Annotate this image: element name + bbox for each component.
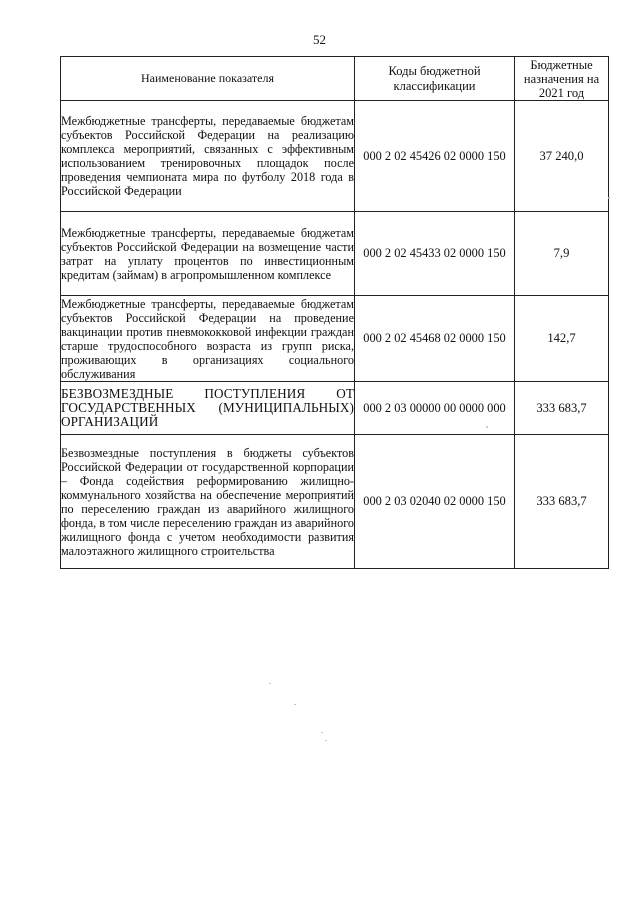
budget-code-cell: 000 2 02 45433 02 0000 150 [355, 212, 515, 296]
budget-code-cell: 000 2 03 00000 00 0000 000 [355, 382, 515, 435]
scan-speck [325, 740, 327, 741]
indicator-name-cell: Межбюджетные трансферты, передаваемые бюджетам субъектов Российской Федерации на возмещение части затрат на уплату процентов по инвестиционным кредитам (займам) в агропромышленном комплексе [61, 212, 355, 296]
scan-speck [608, 197, 610, 199]
table-row [61, 296, 609, 382]
table-header-row [61, 57, 609, 101]
amount-cell: 333 683,7 [515, 382, 609, 435]
amount-cell: 142,7 [515, 296, 609, 382]
scan-speck [321, 732, 323, 733]
table-row [61, 382, 609, 435]
indicator-name-cell: БЕЗВОЗМЕЗДНЫЕ ПОСТУПЛЕНИЯ ОТ ГОСУДАРСТВЕННЫХ (МУНИЦИПАЛЬНЫХ) ОРГАНИЗАЦИЙ [61, 382, 355, 435]
indicator-name-cell: Межбюджетные трансферты, передаваемые бюджетам субъектов Российской Федерации на реализацию комплекса мероприятий, связанных с эффективным использованием тренировочных площадок после проведения чемпионата мира по футболу 2018 года в Российской Федерации [61, 101, 355, 212]
amount-cell: 7,9 [515, 212, 609, 296]
scan-speck [294, 704, 296, 705]
column-header-code: Коды бюджетной классификации [355, 57, 515, 101]
indicator-name-cell: Безвозмездные поступления в бюджеты субъектов Российской Федерации от государственной корпорации – Фонда содействия реформированию жилищно-коммунального хозяйства на обеспечение мероприятий по переселению граждан из аварийного жилищного фонда, в том числе переселению граждан из аварийного жилищного фонда с учетом необходимости развития малоэтажного жилищного строительства [61, 435, 355, 569]
column-header-name: Наименование показателя [61, 57, 355, 101]
amount-cell: 37 240,0 [515, 101, 609, 212]
budget-code-cell: 000 2 02 45468 02 0000 150 [355, 296, 515, 382]
indicator-name-cell: Межбюджетные трансферты, передаваемые бюджетам субъектов Российской Федерации на проведение вакцинации против пневмококковой инфекции граждан старше трудоспособного возраста из групп риска, проживающих в организациях социального обслуживания [61, 296, 354, 381]
budget-table [60, 56, 609, 569]
table-row [61, 101, 609, 212]
budget-code-cell: 000 2 03 02040 02 0000 150 [355, 435, 515, 569]
table-row [61, 212, 609, 296]
table-row [61, 435, 609, 569]
amount-cell: 333 683,7 [515, 435, 609, 569]
scan-speck [486, 426, 488, 428]
column-header-amount: Бюджетные назначения на 2021 год [515, 57, 609, 101]
budget-code-cell: 000 2 02 45426 02 0000 150 [355, 101, 515, 212]
page-number: 52 [313, 32, 326, 47]
scan-speck [269, 683, 271, 684]
